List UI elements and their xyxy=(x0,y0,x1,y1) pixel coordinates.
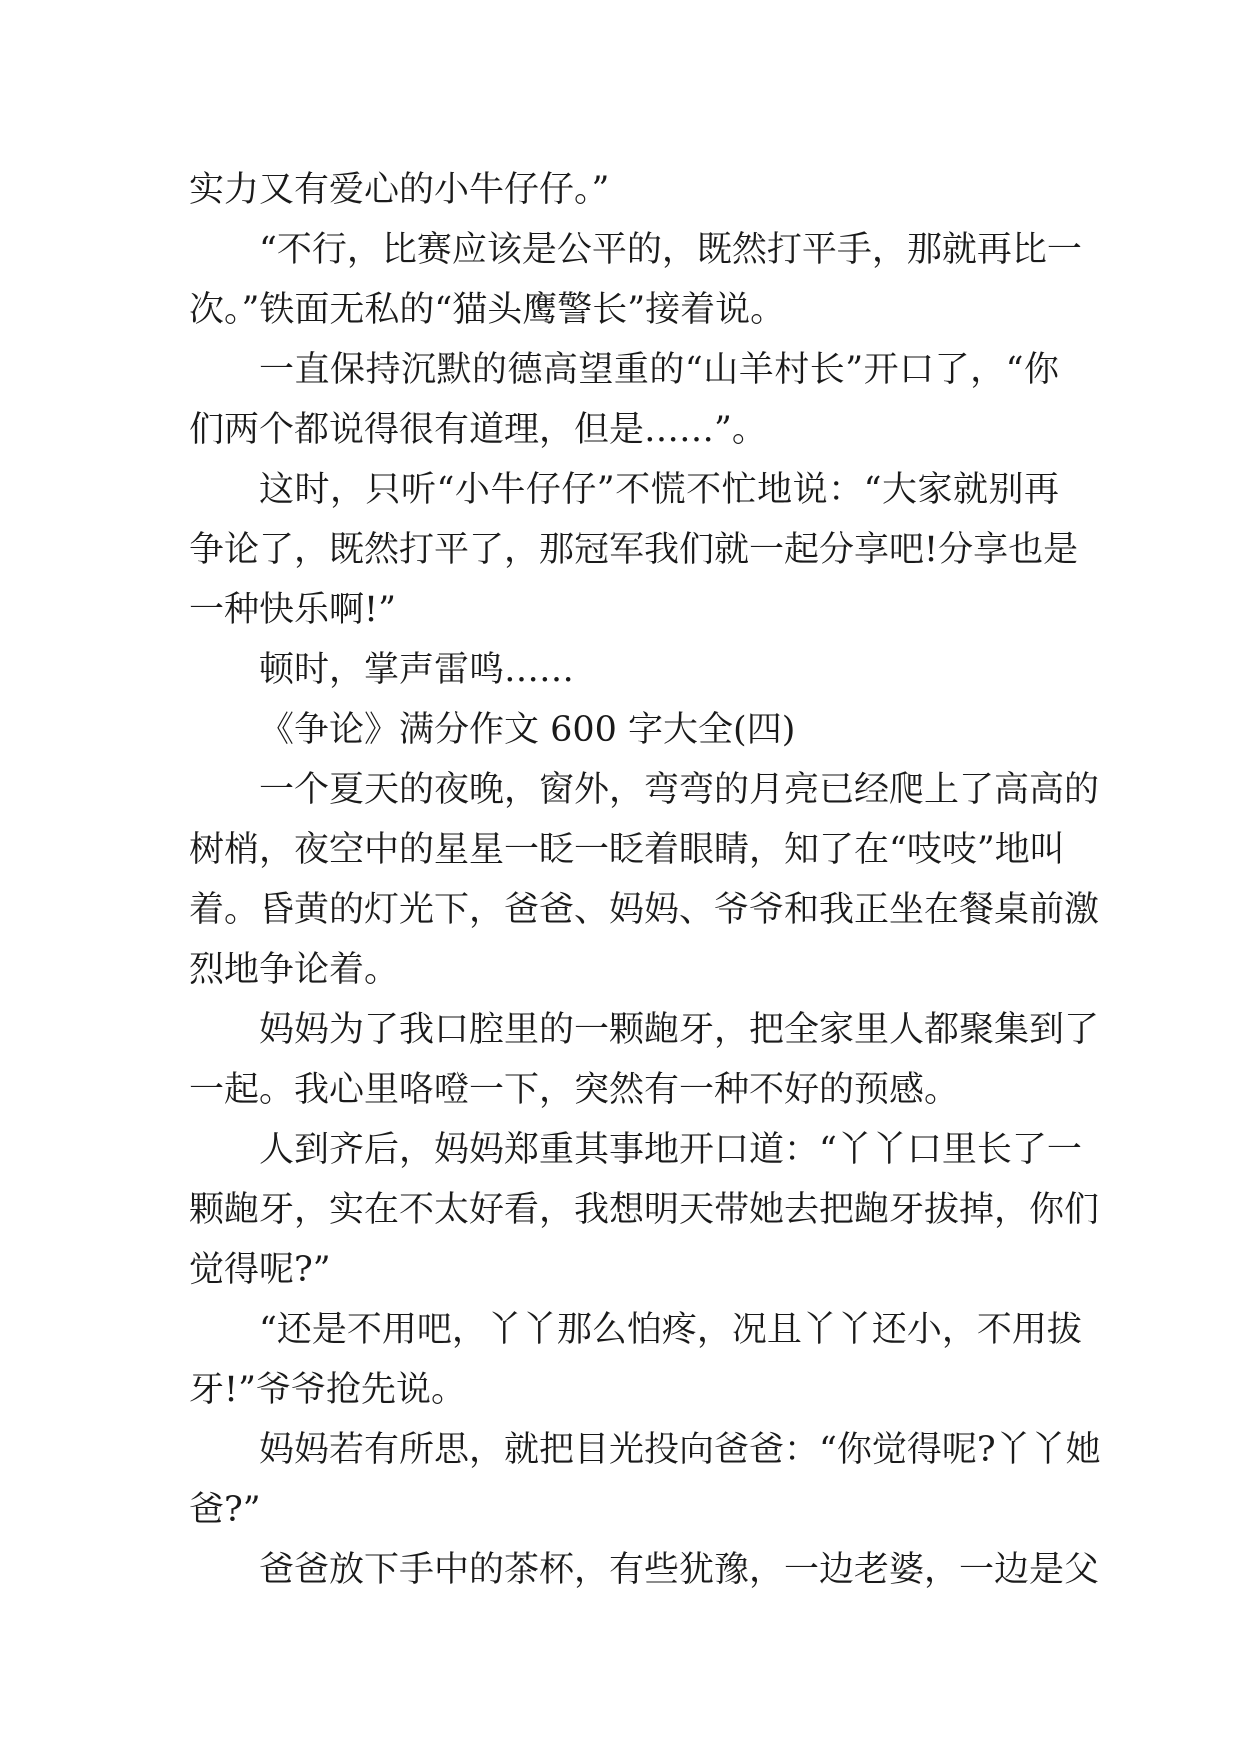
text-line: 一起。我心里咯噔一下，突然有一种不好的预感。 xyxy=(189,1070,960,1110)
text-line: 次。”铁面无私的“猫头鹰警长”接着说。 xyxy=(189,290,786,330)
essay-text xyxy=(189,160,1101,1600)
text-line: 烈地争论着。 xyxy=(189,950,400,990)
text-line: 一个夏天的夜晚，窗外，弯弯的月亮已经爬上了高高的 xyxy=(259,770,1100,810)
section-heading: 《争论》满分作文 600 字大全(四) xyxy=(259,710,796,750)
text-line: 争论了，既然打平了，那冠军我们就一起分享吧!分享也是 xyxy=(189,530,1079,570)
text-line: 实力又有爱心的小牛仔仔。” xyxy=(189,170,610,210)
text-line: 妈妈若有所思，就把目光投向爸爸：“你觉得呢?丫丫她 xyxy=(259,1430,1101,1470)
text-line: 妈妈为了我口腔里的一颗龅牙，把全家里人都聚集到了 xyxy=(259,1010,1100,1050)
text-line: 觉得呢?” xyxy=(189,1250,331,1290)
text-line: 爸爸放下手中的茶杯，有些犹豫，一边老婆，一边是父 xyxy=(259,1550,1100,1590)
text-line: 颗龅牙，实在不太好看，我想明天带她去把龅牙拔掉，你们 xyxy=(189,1190,1100,1230)
text-line: 牙!”爷爷抢先说。 xyxy=(189,1370,466,1410)
text-line: 顿时，掌声雷鸣…… xyxy=(259,650,575,690)
text-line: 这时，只听“小牛仔仔”不慌不忙地说：“大家就别再 xyxy=(259,470,1059,510)
text-line: “还是不用吧，丫丫那么怕疼，况且丫丫还小，不用拔 xyxy=(259,1310,1082,1350)
text-line: “不行，比赛应该是公平的，既然打平手，那就再比一 xyxy=(259,230,1082,270)
text-line: 树梢，夜空中的星星一眨一眨着眼睛，知了在“吱吱”地叫 xyxy=(189,830,1065,870)
text-line: 一种快乐啊!” xyxy=(189,590,396,630)
text-line: 爸?” xyxy=(189,1490,261,1530)
text-line: 着。昏黄的灯光下，爸爸、妈妈、爷爷和我正坐在餐桌前激 xyxy=(189,890,1100,930)
text-line: 一直保持沉默的德高望重的“山羊村长”开口了，“你 xyxy=(259,350,1059,390)
text-line: 人到齐后，妈妈郑重其事地开口道：“丫丫口里长了一 xyxy=(259,1130,1082,1170)
text-line: 们两个都说得很有道理，但是……”。 xyxy=(189,410,767,450)
